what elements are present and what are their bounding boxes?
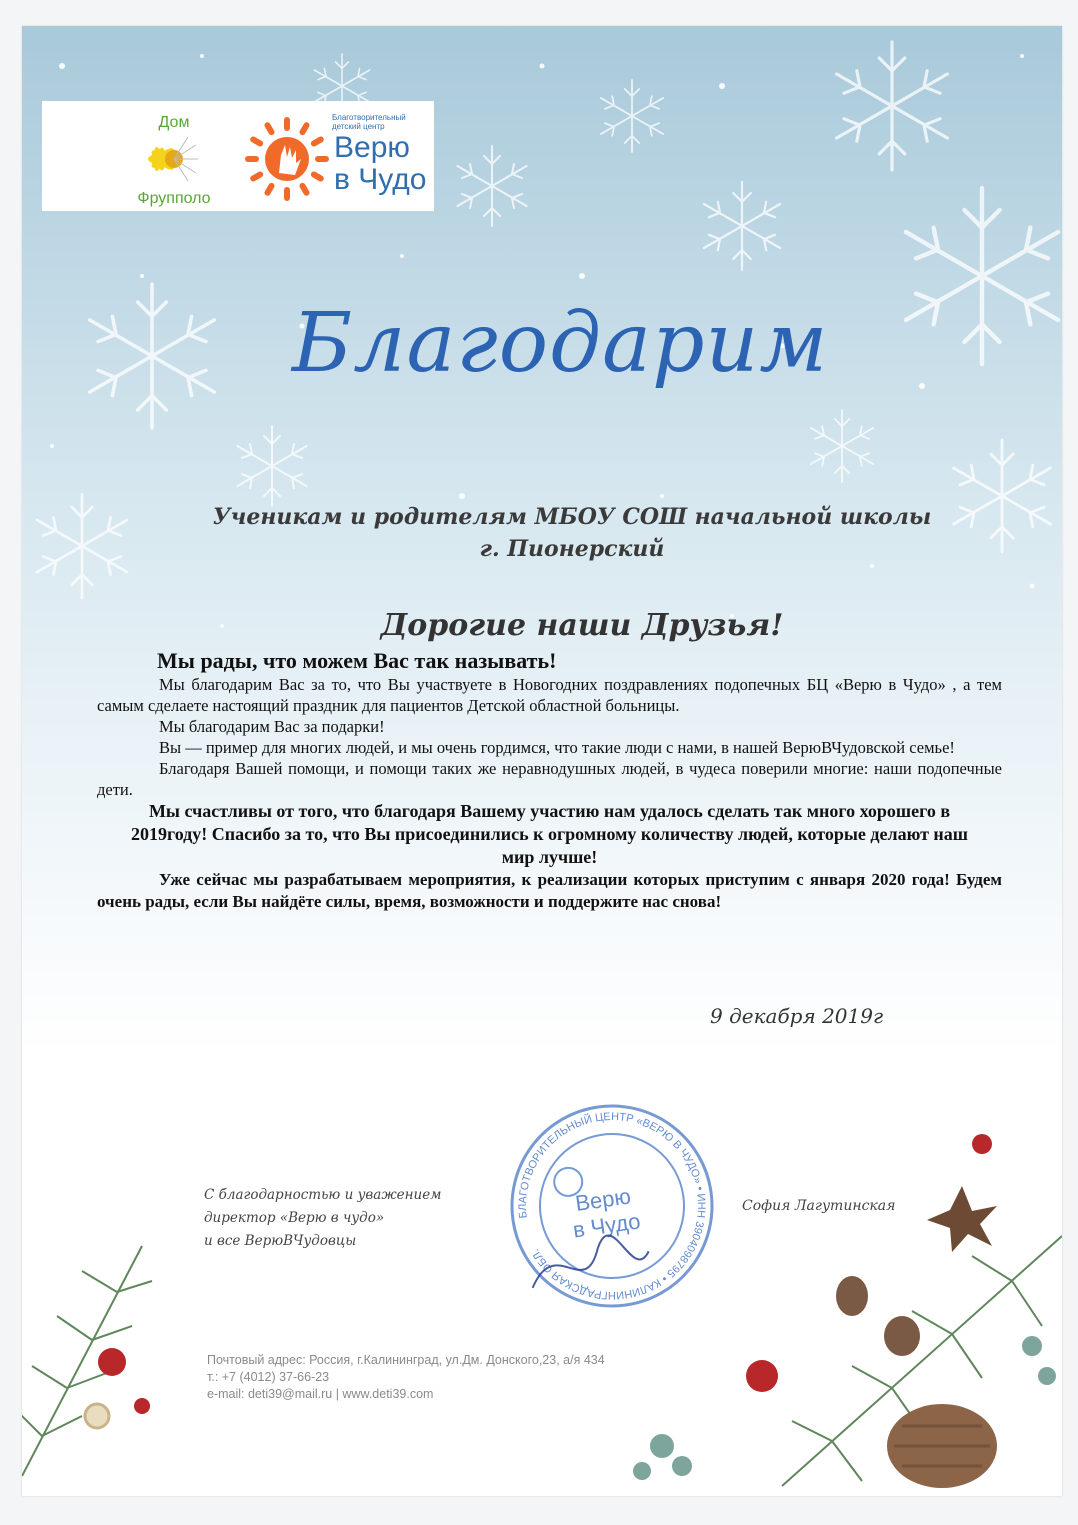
signature-line3: и все ВерюВЧудовцы — [204, 1233, 357, 1249]
body-lead: Мы рады, что можем Вас так называть! — [157, 648, 557, 673]
letter-body — [97, 648, 1002, 913]
dom-fruppolo-logo — [114, 107, 234, 207]
signature-block — [204, 1184, 464, 1253]
logo-caption: Благотворительный детский центр — [332, 113, 406, 131]
star-anise-icon — [927, 1186, 997, 1252]
stamp-center-line2: в Чудо — [571, 1208, 642, 1243]
organization-stamp — [492, 1086, 732, 1326]
body-paragraph-4: Благодаря Вашей помощи, и помощи таких же неравнодушных людей, в чудеса поверили многие: наши подопечные дети. — [97, 759, 1002, 799]
greeting: Дорогие наши Друзья! — [380, 608, 784, 643]
stamp-ring-text: БЛАГОТВОРИТЕЛЬНЫЙ ЦЕНТР «ВЕРЮ В ЧУДО» • ИНН 3904098795 • КАЛИНИНГРАДСКАЯ ОБЛ. — [516, 1110, 708, 1302]
body-paragraph-5: Мы счастливы от того, что благодаря Вашему участию нам удалось сделать так много хорошего в 2019году! Спасибо за то, что Вы присоединились к огромному количеству людей, которые делают наш мир лучше! — [130, 801, 969, 867]
logo-brand-line2: в Чудо — [334, 163, 427, 196]
addressee-line1: Ученикам и родителям МБОУ СОШ начальной школы — [212, 504, 932, 530]
body-paragraph-6: Уже сейчас мы разрабатываем мероприятия, к реализации которых приступим с января 2020 года! Будем очень рады, если Вы найдёте силы, время, возможности и поддержите нас снова! — [97, 870, 1002, 911]
dom-logo-bottom-text: Фрупполо — [137, 190, 211, 207]
body-paragraph-3: Вы — пример для многих людей, и мы очень гордимся, что такие люди с нами, в нашей ВерюВЧудовской семье! — [159, 738, 955, 757]
signature-name: София Лагутинская — [742, 1198, 896, 1214]
footer-address: Почтовый адрес: Россия, г.Калининград, ул.Дм. Донского,23, а/я 434 — [207, 1353, 605, 1367]
signature-line1: С благодарностью и уважением — [204, 1187, 442, 1203]
hazelnut-icon — [836, 1276, 920, 1356]
bead-icon — [85, 1404, 109, 1428]
pine-branch-left-icon — [22, 1246, 152, 1476]
dom-logo-top-text: Дом — [158, 114, 190, 131]
logo-panel — [42, 101, 434, 211]
logo-brand-line1: Верю — [334, 131, 410, 164]
body-paragraph-1: Мы благодарим Вас за то, что Вы участвуете в Новогодних поздравлениях подопечных БЦ «Верю в Чудо» , а тем самым сделаете настоящий праздник для пациентов Детской областной больницы. — [97, 675, 1002, 715]
body-paragraph-2: Мы благодарим Вас за подарки! — [159, 717, 385, 736]
addressee — [172, 501, 972, 565]
addressee-line2: г. Пионерский — [479, 536, 665, 562]
certificate-sheet — [22, 26, 1062, 1496]
sun-hand-icon — [242, 113, 332, 203]
signature-line2: директор «Верю в чудо» — [204, 1210, 385, 1226]
letter-date: 9 декабря 2019г — [710, 1004, 884, 1028]
footer — [207, 1352, 767, 1403]
footer-contacts: e-mail: deti39@mail.ru | www.deti39.com — [207, 1387, 434, 1401]
berry-top-icon — [972, 1134, 992, 1154]
berries-left-icon — [98, 1348, 150, 1414]
stamp-center-line1: Верю — [573, 1183, 633, 1216]
footer-phone: т.: +7 (4012) 37-66-23 — [207, 1370, 330, 1384]
page-title: Благодарим — [292, 296, 829, 391]
